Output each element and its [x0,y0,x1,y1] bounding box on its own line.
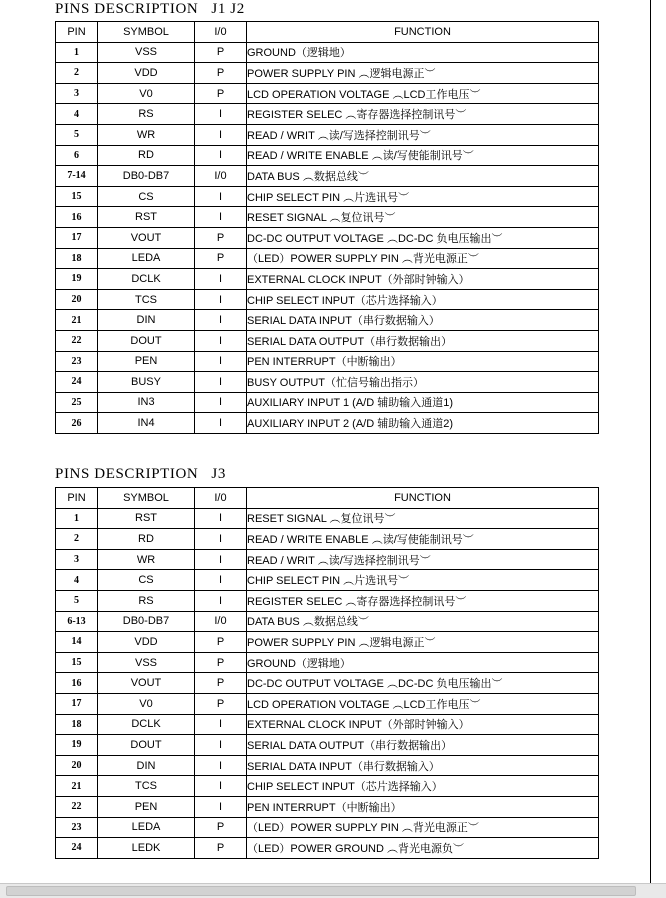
symbol-cell: RS [98,590,195,611]
pin-cell: 6-13 [56,611,98,632]
symbol-cell: WR [98,124,195,145]
function-cell: SERIAL DATA INPUT（串行数据输入） [247,310,599,331]
pin-cell: 24 [56,838,98,859]
table-row [56,145,599,166]
pin-cell: 23 [56,351,98,372]
table-row [56,611,599,632]
function-cell: READ / WRITE ENABLE ︵读/写使能制讯号︶ [247,529,599,550]
table-row [56,248,599,269]
symbol-cell: VSS [98,42,195,63]
io-cell: I [195,124,247,145]
pin-cell: 17 [56,227,98,248]
symbol-cell: V0 [98,693,195,714]
table-title-j1-j2: PINS DESCRIPTION J1 J2 [55,1,245,17]
table-row [56,529,599,550]
table-row [56,269,599,290]
table-row [56,310,599,331]
symbol-cell: VSS [98,652,195,673]
symbol-cell: DB0-DB7 [98,166,195,187]
table-row [56,124,599,145]
pin-cell: 5 [56,590,98,611]
pin-cell: 19 [56,269,98,290]
symbol-cell: PEN [98,351,195,372]
symbol-cell: IN3 [98,392,195,413]
function-cell: REGISTER SELEC ︵寄存器选择控制讯号︶ [247,590,599,611]
symbol-cell: RD [98,529,195,550]
pin-cell: 3 [56,549,98,570]
function-cell: DC-DC OUTPUT VOLTAGE ︵DC-DC 负电压输出︶ [247,227,599,248]
io-cell: I [195,776,247,797]
function-cell: SERIAL DATA OUTPUT（串行数据输出） [247,735,599,756]
table-row [56,392,599,413]
table-row [56,590,599,611]
function-cell: LCD OPERATION VOLTAGE ︵LCD工作电压︶ [247,83,599,104]
io-cell: P [195,693,247,714]
function-cell: BUSY OUTPUT（忙信号输出指示） [247,372,599,393]
function-cell: DATA BUS ︵数据总线︶ [247,166,599,187]
function-cell: （LED）POWER SUPPLY PIN ︵背光电源正︶ [247,248,599,269]
table-row [56,166,599,187]
io-cell: I/0 [195,611,247,632]
header-symbol: SYMBOL [98,488,195,509]
io-cell: I [195,796,247,817]
symbol-cell: RS [98,104,195,125]
pin-cell: 4 [56,104,98,125]
function-cell: RESET SIGNAL ︵复位讯号︶ [247,207,599,228]
symbol-cell: CS [98,186,195,207]
io-cell: P [195,63,247,84]
function-cell: EXTERNAL CLOCK INPUT（外部时钟输入） [247,714,599,735]
symbol-cell: RST [98,508,195,529]
pin-cell: 4 [56,570,98,591]
symbol-cell: WR [98,549,195,570]
pin-cell: 25 [56,392,98,413]
function-cell: GROUND（逻辑地） [247,652,599,673]
pin-cell: 22 [56,796,98,817]
table-header-row [56,488,599,509]
pin-cell: 23 [56,817,98,838]
io-cell: P [195,838,247,859]
header-io: I/0 [195,488,247,509]
pin-cell: 2 [56,63,98,84]
header-pin: PIN [56,488,98,509]
symbol-cell: DOUT [98,330,195,351]
symbol-cell: RST [98,207,195,228]
pin-cell: 24 [56,372,98,393]
function-cell: SERIAL DATA INPUT（串行数据输入） [247,755,599,776]
io-cell: I [195,529,247,550]
symbol-cell: VOUT [98,227,195,248]
table-row [56,207,599,228]
pin-cell: 18 [56,248,98,269]
table-row [56,735,599,756]
pin-cell: 7-14 [56,166,98,187]
scrollbar-thumb[interactable] [6,886,636,896]
pin-table-j3 [55,487,599,859]
function-cell: DATA BUS ︵数据总线︶ [247,611,599,632]
function-cell: POWER SUPPLY PIN ︵逻辑电源正︶ [247,632,599,653]
io-cell: P [195,42,247,63]
pin-cell: 18 [56,714,98,735]
pin-cell: 16 [56,207,98,228]
io-cell: I/0 [195,166,247,187]
symbol-cell: BUSY [98,372,195,393]
table-row [56,351,599,372]
symbol-cell: TCS [98,776,195,797]
symbol-cell: PEN [98,796,195,817]
io-cell: P [195,652,247,673]
header-function: FUNCTION [247,22,599,43]
function-cell: READ / WRITE ENABLE ︵读/写使能制讯号︶ [247,145,599,166]
function-cell: READ / WRIT ︵读/写选择控制讯号︶ [247,124,599,145]
pin-cell: 5 [56,124,98,145]
pin-cell: 15 [56,186,98,207]
symbol-cell: DIN [98,755,195,776]
symbol-cell: DB0-DB7 [98,611,195,632]
io-cell: I [195,392,247,413]
pin-cell: 26 [56,413,98,434]
io-cell: I [195,330,247,351]
pin-cell: 1 [56,508,98,529]
function-cell: CHIP SELECT PIN ︵片选讯号︶ [247,186,599,207]
io-cell: P [195,227,247,248]
pin-cell: 17 [56,693,98,714]
io-cell: I [195,372,247,393]
function-cell: DC-DC OUTPUT VOLTAGE ︵DC-DC 负电压输出︶ [247,673,599,694]
symbol-cell: DIN [98,310,195,331]
pin-cell: 21 [56,776,98,797]
table-row [56,570,599,591]
function-cell: CHIP SELECT INPUT（芯片选择输入） [247,776,599,797]
table-row [56,817,599,838]
table-row [56,289,599,310]
symbol-cell: DCLK [98,714,195,735]
table-row [56,83,599,104]
function-cell: READ / WRIT ︵读/写选择控制讯号︶ [247,549,599,570]
function-cell: RESET SIGNAL ︵复位讯号︶ [247,508,599,529]
pin-cell: 1 [56,42,98,63]
io-cell: I [195,104,247,125]
table-row [56,714,599,735]
io-cell: P [195,673,247,694]
function-cell: LCD OPERATION VOLTAGE ︵LCD工作电压︶ [247,693,599,714]
symbol-cell: DCLK [98,269,195,290]
io-cell: I [195,145,247,166]
symbol-cell: LEDK [98,838,195,859]
table-row [56,508,599,529]
io-cell: I [195,735,247,756]
symbol-cell: LEDA [98,248,195,269]
table-row [56,796,599,817]
io-cell: I [195,549,247,570]
symbol-cell: IN4 [98,413,195,434]
function-cell: PEN INTERRUPT（中断输出） [247,796,599,817]
io-cell: I [195,508,247,529]
function-cell: AUXILIARY INPUT 2 (A/D 辅助输入通道2) [247,413,599,434]
function-cell: EXTERNAL CLOCK INPUT（外部时钟输入） [247,269,599,290]
table-row [56,186,599,207]
io-cell: I [195,207,247,228]
table-row [56,776,599,797]
io-cell: I [195,714,247,735]
pin-cell: 22 [56,330,98,351]
symbol-cell: TCS [98,289,195,310]
table-row [56,42,599,63]
pin-cell: 15 [56,652,98,673]
function-cell: AUXILIARY INPUT 1 (A/D 辅助输入通道1) [247,392,599,413]
pin-cell: 19 [56,735,98,756]
table-row [56,693,599,714]
function-cell: SERIAL DATA OUTPUT（串行数据输出） [247,330,599,351]
pin-cell: 6 [56,145,98,166]
table-row [56,63,599,84]
pin-cell: 16 [56,673,98,694]
io-cell: P [195,817,247,838]
table-header-row [56,22,599,43]
table-row [56,838,599,859]
table-row [56,652,599,673]
table-row [56,549,599,570]
table-title-j3: PINS DESCRIPTION J3 [55,466,226,482]
pin-cell: 20 [56,755,98,776]
io-cell: I [195,310,247,331]
function-cell: （LED）POWER SUPPLY PIN ︵背光电源正︶ [247,817,599,838]
page-right-border [650,0,651,883]
symbol-cell: VOUT [98,673,195,694]
table-row [56,413,599,434]
table-row [56,673,599,694]
header-symbol: SYMBOL [98,22,195,43]
function-cell: （LED）POWER GROUND ︵背光电源负︶ [247,838,599,859]
header-function: FUNCTION [247,488,599,509]
symbol-cell: V0 [98,83,195,104]
table-row [56,632,599,653]
io-cell: I [195,413,247,434]
io-cell: P [195,632,247,653]
function-cell: GROUND（逻辑地） [247,42,599,63]
pin-cell: 20 [56,289,98,310]
function-cell: REGISTER SELEC ︵寄存器选择控制讯号︶ [247,104,599,125]
symbol-cell: RD [98,145,195,166]
io-cell: I [195,755,247,776]
pin-cell: 21 [56,310,98,331]
pin-cell: 3 [56,83,98,104]
symbol-cell: VDD [98,632,195,653]
io-cell: P [195,83,247,104]
io-cell: I [195,186,247,207]
header-pin: PIN [56,22,98,43]
symbol-cell: DOUT [98,735,195,756]
header-io: I/0 [195,22,247,43]
function-cell: CHIP SELECT INPUT（芯片选择输入） [247,289,599,310]
table-row [56,330,599,351]
io-cell: I [195,590,247,611]
symbol-cell: VDD [98,63,195,84]
pin-cell: 2 [56,529,98,550]
io-cell: I [195,351,247,372]
table-row [56,372,599,393]
io-cell: P [195,248,247,269]
function-cell: CHIP SELECT PIN ︵片选讯号︶ [247,570,599,591]
pin-cell: 14 [56,632,98,653]
function-cell: POWER SUPPLY PIN ︵逻辑电源正︶ [247,63,599,84]
symbol-cell: CS [98,570,195,591]
pin-table-j1-j2 [55,21,599,434]
function-cell: PEN INTERRUPT（中断输出） [247,351,599,372]
io-cell: I [195,289,247,310]
table-row [56,227,599,248]
table-row [56,104,599,125]
io-cell: I [195,269,247,290]
table-row [56,755,599,776]
symbol-cell: LEDA [98,817,195,838]
io-cell: I [195,570,247,591]
